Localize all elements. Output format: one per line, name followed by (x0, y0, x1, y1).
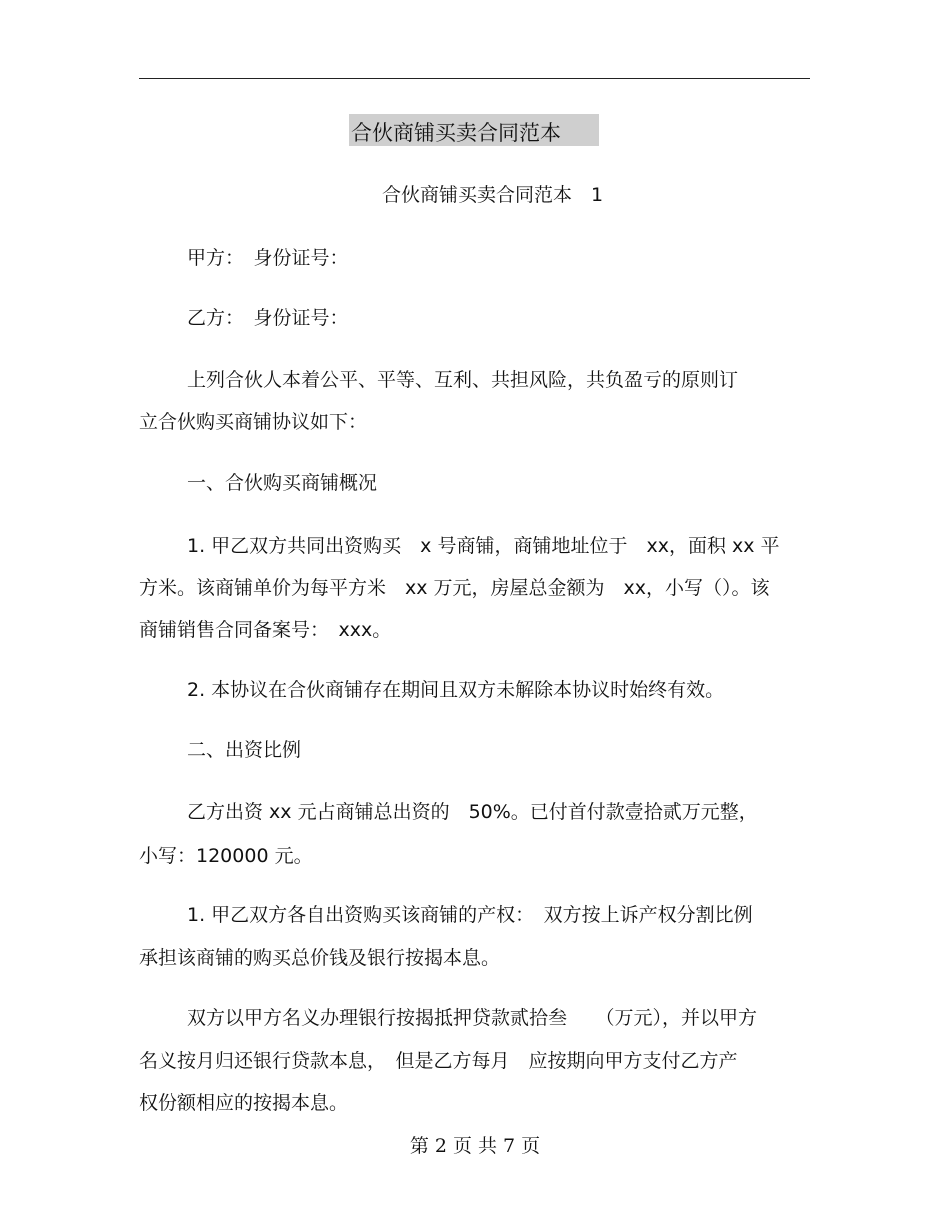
document-title: 合伙商铺买卖合同范本 (351, 121, 561, 145)
s2-para2-line-1: 双方以甲方名义办理银行按揭抵押贷款贰拾叁 （万元），并以甲方 (187, 1007, 758, 1029)
s2-item1-line-1: 1. 甲乙双方各自出资购买该商铺的产权： 双方按上诉产权分割比例 (187, 904, 753, 926)
s1-item2: 2. 本协议在合伙商铺存在期间且双方未解除本协议时始终有效。 (187, 679, 725, 701)
intro-line-2: 立合伙购买商铺协议如下： (139, 411, 368, 433)
s2-para2-line-2: 名义按月归还银行贷款本息， 但是乙方每月 应按期向甲方支付乙方产 (139, 1050, 738, 1072)
section-1-heading: 一、合伙购买商铺概况 (187, 472, 378, 494)
intro-line-1: 上列合伙人本着公平、平等、互利、共担风险，共负盈亏的原则订 (187, 369, 739, 391)
header-rule (139, 78, 810, 79)
s2-para2-line-3: 权份额相应的按揭本息。 (139, 1092, 349, 1114)
page-number-footer: 第 2 页 共 7 页 (409, 1135, 541, 1157)
s1-item1-line-2: 方米。该商铺单价为每平方米 xx 万元，房屋总金额为 xx，小写（）。该 (139, 577, 770, 599)
s2-para1-line-1: 乙方出资 xx 元占商铺总出资的 50%。已付首付款壹拾贰万元整， (187, 801, 758, 823)
contract-subtitle: 合伙商铺买卖合同范本 1 (382, 184, 604, 206)
s1-item1-line-3: 商铺销售合同备案号： xxx。 (139, 619, 392, 641)
s2-para1-line-2: 小写：120000 元。 (139, 845, 313, 867)
s2-item1-line-2: 承担该商铺的购买总价钱及银行按揭本息。 (139, 947, 501, 969)
party-a-line: 甲方： 身份证号： (187, 247, 349, 269)
party-b-line: 乙方： 身份证号： (187, 307, 349, 329)
section-2-heading: 二、出资比例 (187, 739, 302, 761)
s1-item1-line-1: 1. 甲乙双方共同出资购买 x 号商铺，商铺地址位于 xx，面积 xx 平 (187, 535, 780, 557)
